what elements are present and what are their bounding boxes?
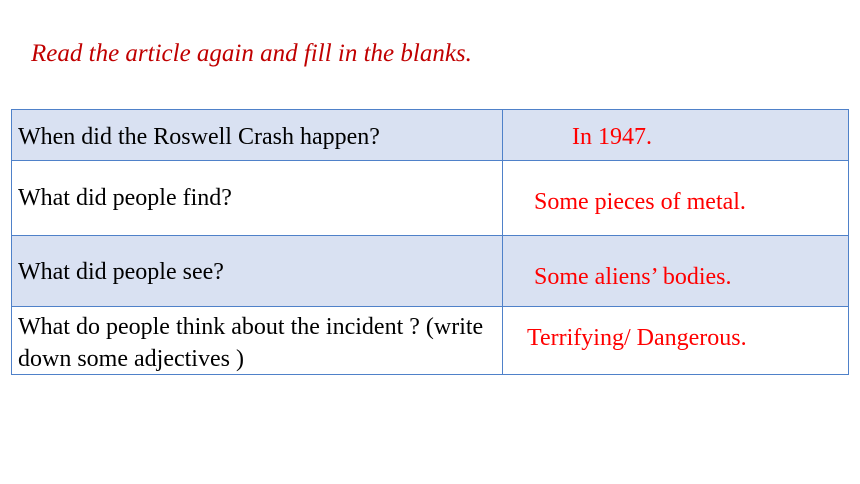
question-text: What did people find? xyxy=(18,185,232,211)
answer-cell xyxy=(503,161,849,236)
answer-text: In 1947. xyxy=(572,124,652,150)
question-cell xyxy=(12,110,503,161)
instruction-text: Read the article again and fill in the blanks. xyxy=(31,40,472,67)
question-cell xyxy=(12,161,503,236)
table-row xyxy=(12,307,849,375)
answer-text: Some pieces of metal. xyxy=(534,189,746,215)
question-text: When did the Roswell Crash happen? xyxy=(18,124,380,150)
question-cell xyxy=(12,236,503,307)
table-row xyxy=(12,161,849,236)
question-text: What do people think about the incident ? (write down some adjectives ) xyxy=(18,314,484,372)
answer-cell xyxy=(503,110,849,161)
question-cell xyxy=(12,307,503,375)
answer-cell xyxy=(503,307,849,375)
question-text: What did people see? xyxy=(18,259,224,285)
table-row xyxy=(12,236,849,307)
qa-table xyxy=(11,109,849,375)
table-row xyxy=(12,110,849,161)
answer-cell xyxy=(503,236,849,307)
answer-text: Terrifying/ Dangerous. xyxy=(527,325,747,351)
answer-text: Some aliens’ bodies. xyxy=(534,264,732,290)
